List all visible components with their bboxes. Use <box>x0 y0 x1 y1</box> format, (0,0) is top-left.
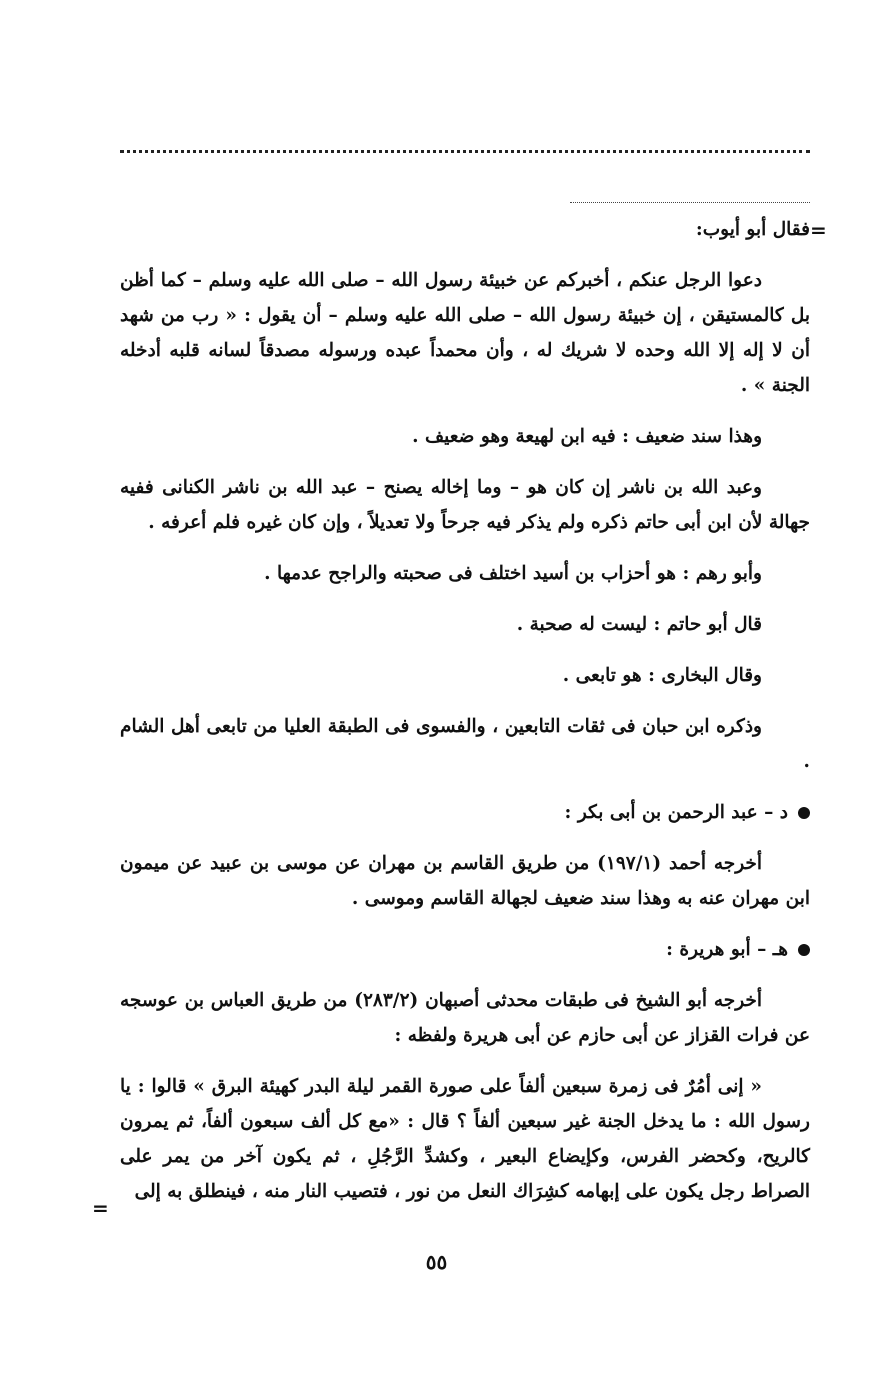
bullet-icon <box>798 807 810 819</box>
paragraph-abu-shaykh: أخرجه أبو الشيخ فى طبقات محدثى أصبهان (٢٨٣/٢) من طريق العباس بن عوسجه عن فرات القزاز عن أبى حازم عن أبى هريرة ولفظه : <box>120 990 810 1046</box>
paragraph-sanad: وهذا سند ضعيف : فيه ابن لهيعة وهو ضعيف . <box>412 426 762 447</box>
section-heading-d <box>120 795 810 830</box>
dotted-separator <box>120 132 810 153</box>
footnote-separator <box>570 196 810 203</box>
page-content <box>120 212 810 1225</box>
paragraph-ahmad: أخرجه أحمد (١٩٧/١) من طريق القاسم بن مهران عن موسى بن عبيد عن ميمون ابن مهران عنه به وهذا سند ضعيف لجهالة القاسم وموسى . <box>120 853 810 909</box>
continuation-marker-bottom: = <box>92 1196 109 1220</box>
paragraph-abdullah: وعبد الله بن ناشر إن كان هو – وما إخاله يصنح – عبد الله بن ناشر الكنانى ففيه جهالة لأن ابن أبى حاتم ذكره ولم يذكر فيه جرحاً ولا تعديلاً ، وإن كان غيره فلم أعرفه . <box>120 477 810 533</box>
heading-text: د – عبد الرحمن بن أبى بكر : <box>564 802 788 823</box>
page-number: ٥٥ <box>425 1250 448 1274</box>
paragraph-ibn-hibban: وذكره ابن حبان فى ثقات التابعين ، والفسوى فى الطبقة العليا من تابعى أهل الشام . <box>120 716 810 772</box>
paragraph-abu-ayyub: فقال أبو أيوب: <box>695 219 810 240</box>
bullet-icon <box>798 944 810 956</box>
heading-text: هـ – أبو هريرة : <box>666 939 788 960</box>
paragraph-abu-ruhm: وأبو رهم : هو أحزاب بن أسيد اختلف فى صحبته والراجح عدمها . <box>264 563 762 584</box>
continuation-marker-top: = <box>810 218 827 242</box>
paragraph-bukhari: وقال البخارى : هو تابعى . <box>562 665 762 686</box>
paragraph-hadith: دعوا الرجل عنكم ، أخبركم عن خبيئة رسول الله – صلى الله عليه وسلم – كما أظن بل كالمستيقن ، إن خبيئة رسول الله – صلى الله عليه وسلم – أن يقول : « رب من شهد أن لا إله إلا الله وحده لا شريك له ، وأن محمداً عبده ورسوله مصدقاً لسانه قلبه أدخله الجنة » . <box>120 270 810 396</box>
paragraph-hadith-quote: « إنى أمُرٌ فى زمرة سبعين ألفاً على صورة القمر ليلة البدر كهيئة البرق » قالوا : يا رسول الله : ما يدخل الجنة غير سبعين ألفاً ؟ قال : «مع كل ألف سبعون ألفاً، ثم يمرون كالريح، وكحضر الفرس، وكإيضاع البعير ، وكشدِّ الرَّجُلِ ، ثم يكون آخر من يمر على الصراط رجل يكون على إبهامه كشِرَاك النعل من نور ، فتصيب النار منه ، فينطلق به إلى <box>120 1076 810 1202</box>
section-heading-h <box>120 932 810 967</box>
paragraph-abu-hatim: قال أبو حاتم : ليست له صحبة . <box>516 614 762 635</box>
